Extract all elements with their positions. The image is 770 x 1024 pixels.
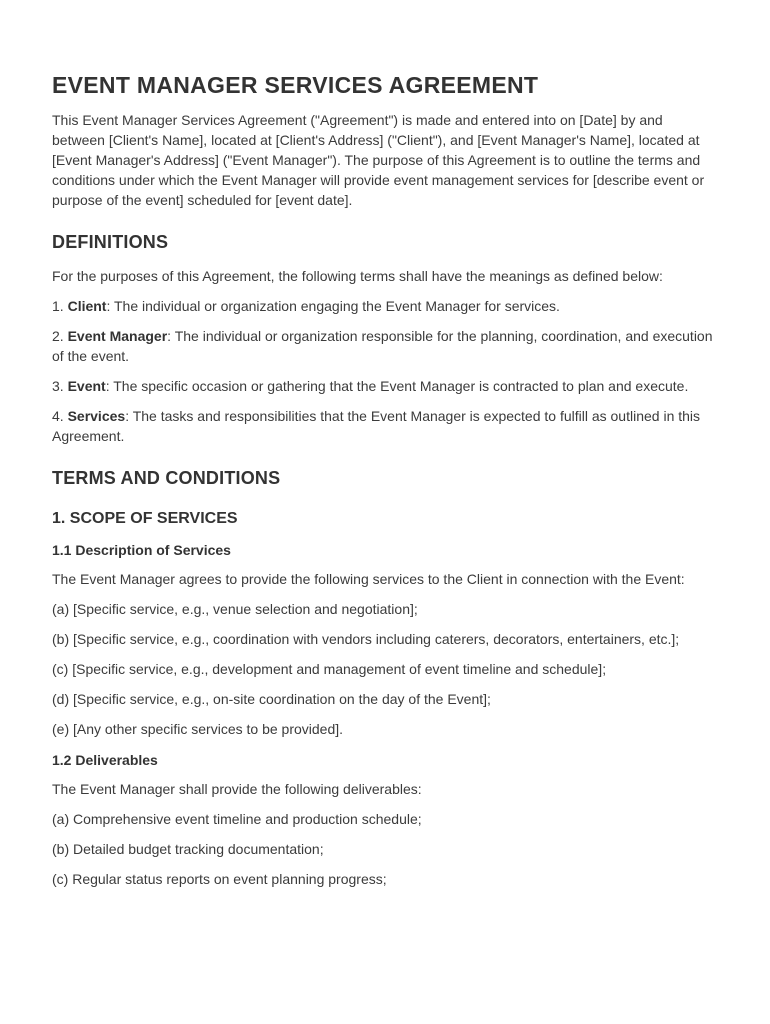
- definition-term: Client: [67, 298, 107, 314]
- definition-text: : The individual or organization responsible for the planning, coordination, and execution of the event.: [52, 328, 713, 364]
- terms-and-conditions-heading: TERMS AND CONDITIONS: [52, 468, 281, 488]
- definition-item-client: [52, 296, 718, 316]
- service-item-d: (d) [Specific service, e.g., on-site coordination on the day of the Event];: [52, 691, 491, 707]
- deliverables-heading: 1.2 Deliverables: [52, 752, 158, 768]
- service-item-e: (e) [Any other specific services to be provided].: [52, 721, 344, 737]
- definition-text: : The specific occasion or gathering that the Event Manager is contracted to plan and execute.: [105, 378, 689, 394]
- definition-text: : The tasks and responsibilities that the Event Manager is expected to fulfill as outlined in this Agreement.: [52, 408, 701, 444]
- definition-number: 4.: [52, 408, 68, 424]
- definition-item-event-manager: [52, 326, 718, 366]
- definition-text: : The individual or organization engaging the Event Manager for services.: [106, 298, 560, 314]
- deliverable-item-b: (b) Detailed budget tracking documentation;: [52, 841, 324, 857]
- service-item-b: (b) [Specific service, e.g., coordination with vendors including caterers, decorators, entertainers, etc.];: [52, 631, 680, 647]
- description-lead: The Event Manager agrees to provide the following services to the Client in connection with the Event:: [52, 571, 685, 587]
- definition-number: 2.: [52, 328, 68, 344]
- definition-term: Event Manager: [67, 328, 168, 344]
- scope-of-services-heading: 1. SCOPE OF SERVICES: [52, 510, 238, 527]
- description-of-services-heading: 1.1 Description of Services: [52, 542, 231, 558]
- document-title: EVENT MANAGER SERVICES AGREEMENT: [52, 72, 539, 98]
- intro-paragraph: This Event Manager Services Agreement ("Agreement") is made and entered into on [Date] by and between [Client's Name], located at [Client's Address] ("Client"), and [Event Manager's Name], located at [Event Manager's Address] ("Event Manager"). The purpose of this Agreement is to outline the terms and conditions under which the Event Manager will provide event management services for [describe event or purpose of the event] scheduled for [event date].: [52, 112, 705, 208]
- service-item-a: (a) [Specific service, e.g., venue selection and negotiation];: [52, 601, 418, 617]
- deliverables-lead: The Event Manager shall provide the following deliverables:: [52, 781, 422, 797]
- deliverable-item-c: (c) Regular status reports on event planning progress;: [52, 871, 387, 887]
- definitions-heading: DEFINITIONS: [52, 232, 169, 252]
- definition-number: 1.: [52, 298, 68, 314]
- definition-item-event: [52, 376, 718, 396]
- definition-item-services: [52, 406, 718, 446]
- deliverable-item-a: (a) Comprehensive event timeline and production schedule;: [52, 811, 422, 827]
- definition-term: Event: [67, 378, 106, 394]
- definition-term: Services: [67, 408, 126, 424]
- definitions-lead: For the purposes of this Agreement, the following terms shall have the meanings as defined below:: [52, 268, 663, 284]
- definition-number: 3.: [52, 378, 68, 394]
- service-item-c: (c) [Specific service, e.g., development and management of event timeline and schedule];: [52, 661, 607, 677]
